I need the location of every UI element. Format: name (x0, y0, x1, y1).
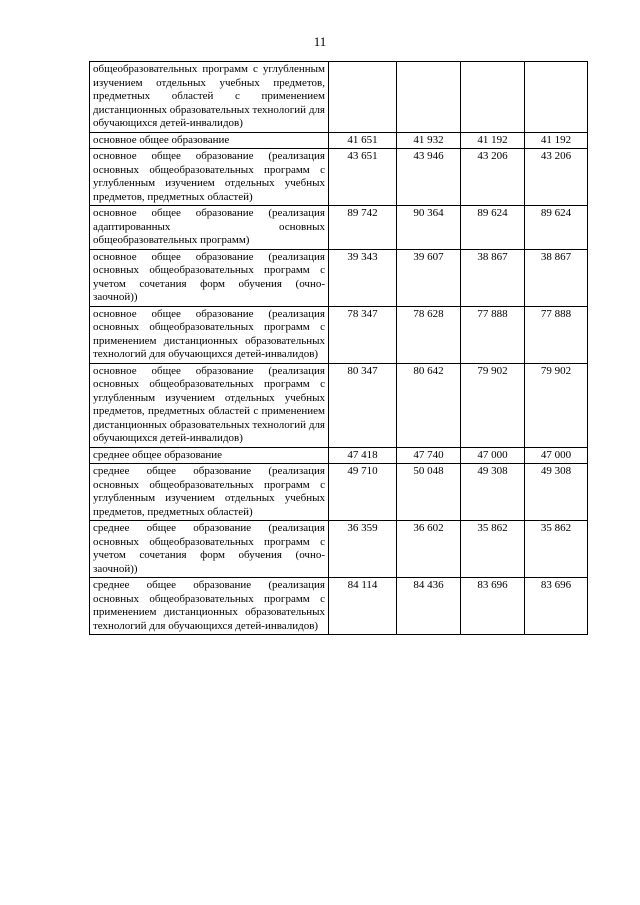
value-cell-col-4: 79 902 (525, 363, 588, 447)
value-cell-col-1: 43 651 (329, 149, 397, 206)
row-label: основное общее образование (реализация основных общеобразовательных программ с учетом сочетания форм обучения (очно-заочной)) (90, 249, 329, 306)
table-row (90, 578, 588, 635)
value-cell-col-3: 47 000 (461, 447, 525, 464)
value-cell-col-2: 84 436 (397, 578, 461, 635)
value-cell-col-3: 41 192 (461, 132, 525, 149)
value-cell-col-4: 38 867 (525, 249, 588, 306)
value-cell-col-1: 78 347 (329, 306, 397, 363)
value-cell-col-1: 49 710 (329, 464, 397, 521)
row-label: основное общее образование (реализация основных общеобразовательных программ с углубленным изучением отдельных учебных предметов, предметных областей с применением дистанционных образовательных технологий для обучающихся детей-инвалидов) (90, 363, 329, 447)
value-cell-col-1: 47 418 (329, 447, 397, 464)
value-cell-col-4: 43 206 (525, 149, 588, 206)
value-cell-col-3: 83 696 (461, 578, 525, 635)
table-row (90, 132, 588, 149)
value-cell-col-3: 43 206 (461, 149, 525, 206)
value-cell-col-1: 80 347 (329, 363, 397, 447)
value-cell-col-2: 41 932 (397, 132, 461, 149)
page-number: 11 (313, 34, 327, 49)
value-cell-col-3: 79 902 (461, 363, 525, 447)
value-cell-col-2: 80 642 (397, 363, 461, 447)
row-label: среднее общее образование (реализация основных общеобразовательных программ с учетом сочетания форм обучения (очно-заочной)) (90, 521, 329, 578)
value-cell-col-1 (329, 62, 397, 133)
table-row (90, 521, 588, 578)
value-cell-col-4: 77 888 (525, 306, 588, 363)
value-cell-col-4: 49 308 (525, 464, 588, 521)
value-cell-col-2 (397, 62, 461, 133)
value-cell-col-2: 47 740 (397, 447, 461, 464)
value-cell-col-4: 83 696 (525, 578, 588, 635)
value-cell-col-2: 50 048 (397, 464, 461, 521)
table-body (90, 62, 588, 635)
table-row (90, 447, 588, 464)
table-row (90, 249, 588, 306)
value-cell-col-1: 84 114 (329, 578, 397, 635)
value-cell-col-3: 38 867 (461, 249, 525, 306)
value-cell-col-4 (525, 62, 588, 133)
row-label: среднее общее образование (90, 447, 329, 464)
row-label: среднее общее образование (реализация основных общеобразовательных программ с углубленным изучением отдельных учебных предметов, предметных областей) (90, 464, 329, 521)
row-label: основное общее образование (90, 132, 329, 149)
value-cell-col-1: 39 343 (329, 249, 397, 306)
table-row (90, 206, 588, 250)
value-cell-col-4: 35 862 (525, 521, 588, 578)
row-label: основное общее образование (реализация основных общеобразовательных программ с применением дистанционных образовательных технологий для обучающихся детей-инвалидов) (90, 306, 329, 363)
value-cell-col-4: 41 192 (525, 132, 588, 149)
table-row (90, 306, 588, 363)
table-row (90, 464, 588, 521)
value-cell-col-3: 49 308 (461, 464, 525, 521)
value-cell-col-3: 35 862 (461, 521, 525, 578)
row-label: основное общее образование (реализация основных общеобразовательных программ с углубленным изучением отдельных учебных предметов, предметных областей) (90, 149, 329, 206)
table-row (90, 149, 588, 206)
value-cell-col-1: 36 359 (329, 521, 397, 578)
value-cell-col-1: 41 651 (329, 132, 397, 149)
row-label: среднее общее образование (реализация основных общеобразовательных программ с применением дистанционных образовательных технологий для обучающихся детей-инвалидов) (90, 578, 329, 635)
row-label: основное общее образование (реализация адаптированных основных общеобразовательных программ) (90, 206, 329, 250)
row-label: общеобразовательных программ с углубленным изучением отдельных учебных предметов, предметных областей с применением дистанционных образовательных технологий для обучающихся детей-инвалидов) (90, 62, 329, 133)
table-row (90, 363, 588, 447)
value-cell-col-3 (461, 62, 525, 133)
value-cell-col-3: 77 888 (461, 306, 525, 363)
value-cell-col-4: 89 624 (525, 206, 588, 250)
value-cell-col-2: 43 946 (397, 149, 461, 206)
value-cell-col-2: 78 628 (397, 306, 461, 363)
value-cell-col-2: 39 607 (397, 249, 461, 306)
value-cell-col-3: 89 624 (461, 206, 525, 250)
table-row (90, 62, 588, 133)
value-cell-col-2: 36 602 (397, 521, 461, 578)
value-cell-col-2: 90 364 (397, 206, 461, 250)
tariff-table (89, 61, 588, 635)
value-cell-col-4: 47 000 (525, 447, 588, 464)
value-cell-col-1: 89 742 (329, 206, 397, 250)
